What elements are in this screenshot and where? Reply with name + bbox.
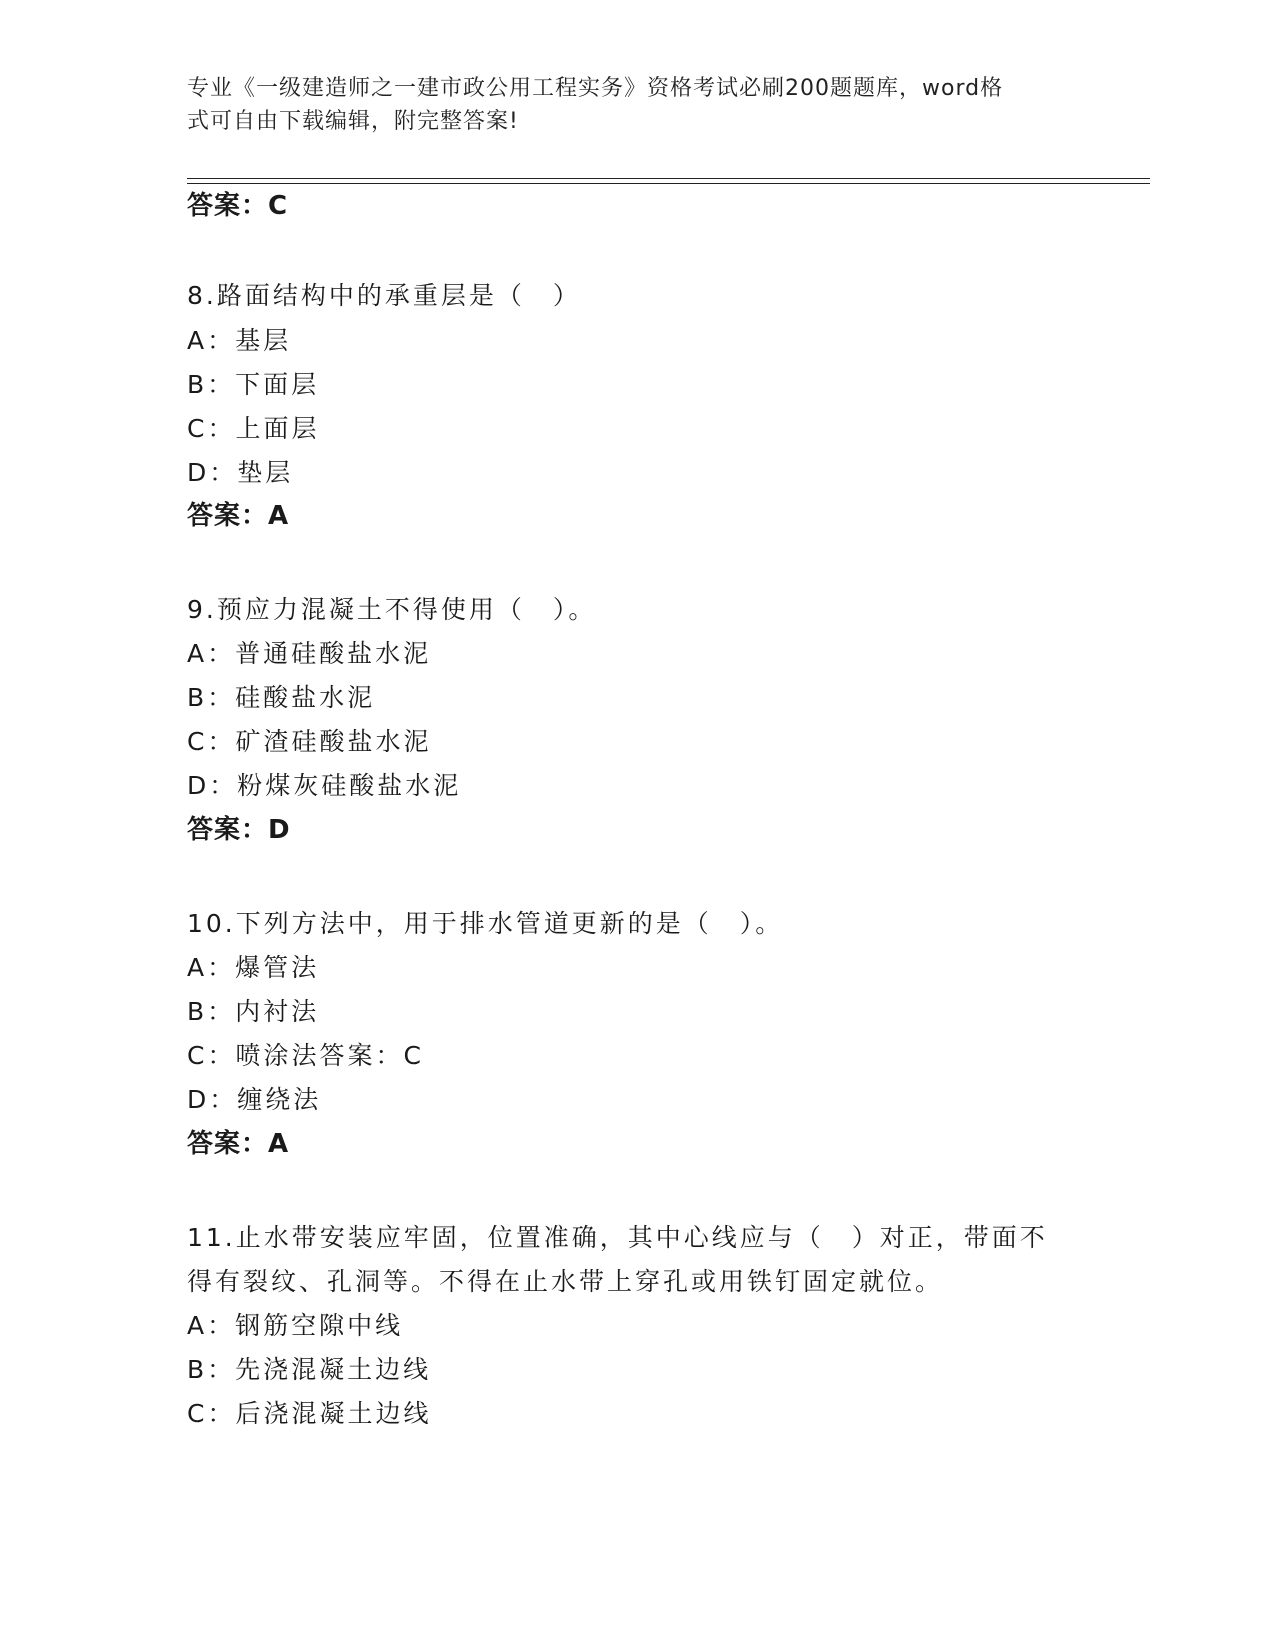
question-8-answer: 答案：A <box>187 501 290 531</box>
header-line-1: 专业《一级建造师之一建市政公用工程实务》资格考试必刷200题题库，word格 <box>187 76 1004 101</box>
question-10-option-d: D：缠绕法 <box>187 1085 322 1114</box>
question-9-option-b: B：硅酸盐水泥 <box>187 683 376 712</box>
question-9-option-c: C：矿渣硅酸盐水泥 <box>187 727 432 756</box>
answer-line: 答案：C <box>187 191 289 221</box>
question-11-option-c: C：后浇混凝土边线 <box>187 1399 432 1428</box>
question-10-option-a: A：爆管法 <box>187 953 320 982</box>
question-8-option-b: B：下面层 <box>187 370 320 399</box>
document-header <box>187 72 1067 138</box>
question-11-option-b: B：先浇混凝土边线 <box>187 1355 432 1384</box>
question-9-stem: 9.预应力混凝土不得使用（ ）。 <box>187 595 597 624</box>
question-10-answer: 答案：A <box>187 1129 290 1159</box>
question-10-option-b: B：内衬法 <box>187 997 320 1026</box>
question-8-option-c: C：上面层 <box>187 414 320 443</box>
header-line-2: 式可自由下载编辑，附完整答案! <box>187 109 519 134</box>
question-8-stem: 8.路面结构中的承重层是（ ） <box>187 281 581 310</box>
question-9-option-d: D：粉煤灰硅酸盐水泥 <box>187 771 462 800</box>
question-8-option-d: D：垫层 <box>187 458 294 487</box>
header-divider-bottom <box>187 183 1150 184</box>
question-11-stem-line-1: 11.止水带安装应牢固，位置准确，其中心线应与（ ）对正，带面不 <box>187 1223 1048 1252</box>
question-11-stem-line-2: 得有裂纹、孔洞等。不得在止水带上穿孔或用铁钉固定就位。 <box>187 1267 944 1296</box>
question-10-option-c: C：喷涂法答案：C <box>187 1041 424 1070</box>
question-11-option-a: A：钢筋空隙中线 <box>187 1311 404 1340</box>
question-9-answer: 答案：D <box>187 815 291 845</box>
question-9-option-a: A：普通硅酸盐水泥 <box>187 639 432 668</box>
question-10-stem: 10.下列方法中，用于排水管道更新的是（ ）。 <box>187 909 784 938</box>
question-8-option-a: A：基层 <box>187 326 292 355</box>
header-divider-top <box>187 178 1150 179</box>
